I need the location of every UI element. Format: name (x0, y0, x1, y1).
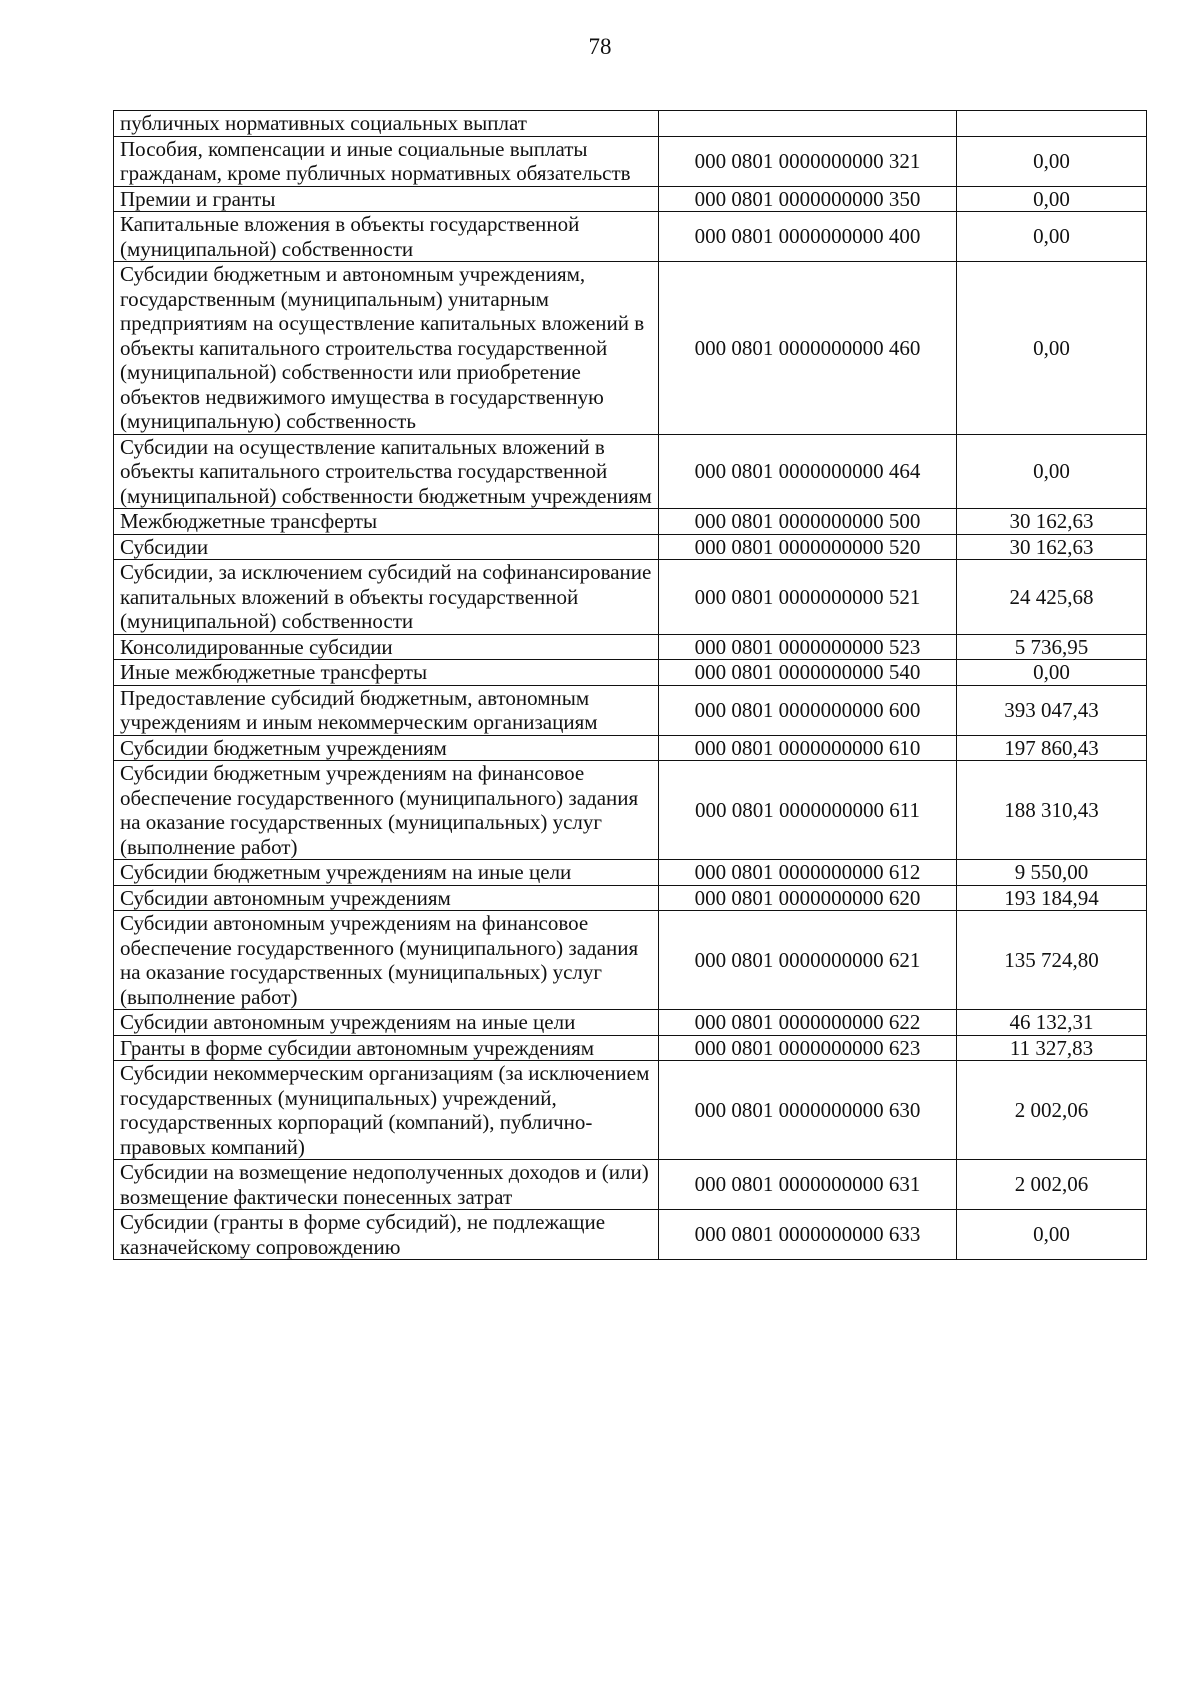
table-row (114, 685, 1147, 735)
row-amount-cell: 0,00 (957, 186, 1147, 212)
table-row (114, 111, 1147, 137)
row-code-cell: 000 0801 0000000000 321 (659, 136, 957, 186)
row-name-cell: Субсидии автономным учреждениям на иные цели (114, 1010, 659, 1036)
table-row (114, 660, 1147, 686)
row-amount-cell: 197 860,43 (957, 735, 1147, 761)
table-row (114, 1010, 1147, 1036)
table-row (114, 911, 1147, 1010)
table-row (114, 761, 1147, 860)
row-code-cell: 000 0801 0000000000 520 (659, 534, 957, 560)
table-row (114, 186, 1147, 212)
table-row (114, 1210, 1147, 1260)
table-row (114, 136, 1147, 186)
row-amount-cell: 5 736,95 (957, 634, 1147, 660)
table-row (114, 860, 1147, 886)
row-amount-cell: 2 002,06 (957, 1160, 1147, 1210)
row-code-cell: 000 0801 0000000000 464 (659, 434, 957, 509)
row-amount-cell (957, 111, 1147, 137)
row-amount-cell: 9 550,00 (957, 860, 1147, 886)
row-amount-cell: 188 310,43 (957, 761, 1147, 860)
row-amount-cell: 0,00 (957, 212, 1147, 262)
page-number: 78 (588, 34, 612, 59)
row-name-cell: Пособия, компенсации и иные социальные выплаты гражданам, кроме публичных нормативных обязательств (114, 136, 659, 186)
budget-table (113, 110, 1147, 1260)
row-code-cell: 000 0801 0000000000 610 (659, 735, 957, 761)
row-name-cell: Предоставление субсидий бюджетным, автономным учреждениям и иным некоммерческим организациям (114, 685, 659, 735)
row-code-cell: 000 0801 0000000000 623 (659, 1035, 957, 1061)
row-name-cell: Гранты в форме субсидии автономным учреждениям (114, 1035, 659, 1061)
row-code-cell: 000 0801 0000000000 521 (659, 560, 957, 635)
row-name-cell: Премии и гранты (114, 186, 659, 212)
row-code-cell: 000 0801 0000000000 400 (659, 212, 957, 262)
table-row (114, 434, 1147, 509)
row-amount-cell: 24 425,68 (957, 560, 1147, 635)
row-amount-cell: 46 132,31 (957, 1010, 1147, 1036)
row-code-cell: 000 0801 0000000000 611 (659, 761, 957, 860)
row-amount-cell: 0,00 (957, 1210, 1147, 1260)
row-name-cell: Субсидии бюджетным учреждениям (114, 735, 659, 761)
row-code-cell: 000 0801 0000000000 600 (659, 685, 957, 735)
row-name-cell: Субсидии некоммерческим организациям (за исключением государственных (муниципальных) учреждений, государственных корпораций (компаний), публично-правовых компаний) (114, 1061, 659, 1160)
table-row (114, 212, 1147, 262)
row-code-cell: 000 0801 0000000000 630 (659, 1061, 957, 1160)
row-name-cell: Субсидии автономным учреждениям на финансовое обеспечение государственного (муниципального) задания на оказание государственных (муниципальных) услуг (выполнение работ) (114, 911, 659, 1010)
row-name-cell: Субсидии бюджетным и автономным учреждениям, государственным (муниципальным) унитарным предприятиям на осуществление капитальных вложений в объекты капитального строительства государственной (муниципальной) собственности или приобретение объектов недвижимого имущества в государственную (муниципальную) собственность (114, 262, 659, 435)
table-row (114, 1061, 1147, 1160)
row-amount-cell: 135 724,80 (957, 911, 1147, 1010)
row-amount-cell: 2 002,06 (957, 1061, 1147, 1160)
row-name-cell: Субсидии бюджетным учреждениям на иные цели (114, 860, 659, 886)
row-name-cell: Субсидии бюджетным учреждениям на финансовое обеспечение государственного (муниципального) задания на оказание государственных (муниципальных) услуг (выполнение работ) (114, 761, 659, 860)
row-code-cell: 000 0801 0000000000 633 (659, 1210, 957, 1260)
row-code-cell (659, 111, 957, 137)
table-row (114, 560, 1147, 635)
row-name-cell: Субсидии на осуществление капитальных вложений в объекты капитального строительства государственной (муниципальной) собственности бюджетным учреждениям (114, 434, 659, 509)
row-name-cell: Субсидии автономным учреждениям (114, 885, 659, 911)
row-code-cell: 000 0801 0000000000 621 (659, 911, 957, 1010)
table-row (114, 1160, 1147, 1210)
row-name-cell: Субсидии на возмещение недополученных доходов и (или) возмещение фактически понесенных затрат (114, 1160, 659, 1210)
row-amount-cell: 0,00 (957, 136, 1147, 186)
budget-table-body (114, 111, 1147, 1260)
row-name-cell: Иные межбюджетные трансферты (114, 660, 659, 686)
row-code-cell: 000 0801 0000000000 460 (659, 262, 957, 435)
row-amount-cell: 193 184,94 (957, 885, 1147, 911)
row-name-cell: Капитальные вложения в объекты государственной (муниципальной) собственности (114, 212, 659, 262)
row-amount-cell: 393 047,43 (957, 685, 1147, 735)
row-code-cell: 000 0801 0000000000 620 (659, 885, 957, 911)
table-row (114, 634, 1147, 660)
row-amount-cell: 0,00 (957, 434, 1147, 509)
table-row (114, 262, 1147, 435)
row-code-cell: 000 0801 0000000000 540 (659, 660, 957, 686)
row-amount-cell: 30 162,63 (957, 509, 1147, 535)
table-row (114, 534, 1147, 560)
row-amount-cell: 30 162,63 (957, 534, 1147, 560)
row-code-cell: 000 0801 0000000000 500 (659, 509, 957, 535)
row-name-cell: Субсидии (гранты в форме субсидий), не подлежащие казначейскому сопровождению (114, 1210, 659, 1260)
row-name-cell: Субсидии (114, 534, 659, 560)
row-amount-cell: 0,00 (957, 660, 1147, 686)
row-code-cell: 000 0801 0000000000 612 (659, 860, 957, 886)
table-row (114, 735, 1147, 761)
row-amount-cell: 11 327,83 (957, 1035, 1147, 1061)
row-code-cell: 000 0801 0000000000 631 (659, 1160, 957, 1210)
table-row (114, 509, 1147, 535)
row-name-cell: Консолидированные субсидии (114, 634, 659, 660)
row-code-cell: 000 0801 0000000000 622 (659, 1010, 957, 1036)
table-row (114, 885, 1147, 911)
row-name-cell: Субсидии, за исключением субсидий на софинансирование капитальных вложений в объекты государственной (муниципальной) собственности (114, 560, 659, 635)
row-name-cell: Межбюджетные трансферты (114, 509, 659, 535)
row-code-cell: 000 0801 0000000000 350 (659, 186, 957, 212)
row-code-cell: 000 0801 0000000000 523 (659, 634, 957, 660)
table-row (114, 1035, 1147, 1061)
row-name-cell: публичных нормативных социальных выплат (114, 111, 659, 137)
row-amount-cell: 0,00 (957, 262, 1147, 435)
